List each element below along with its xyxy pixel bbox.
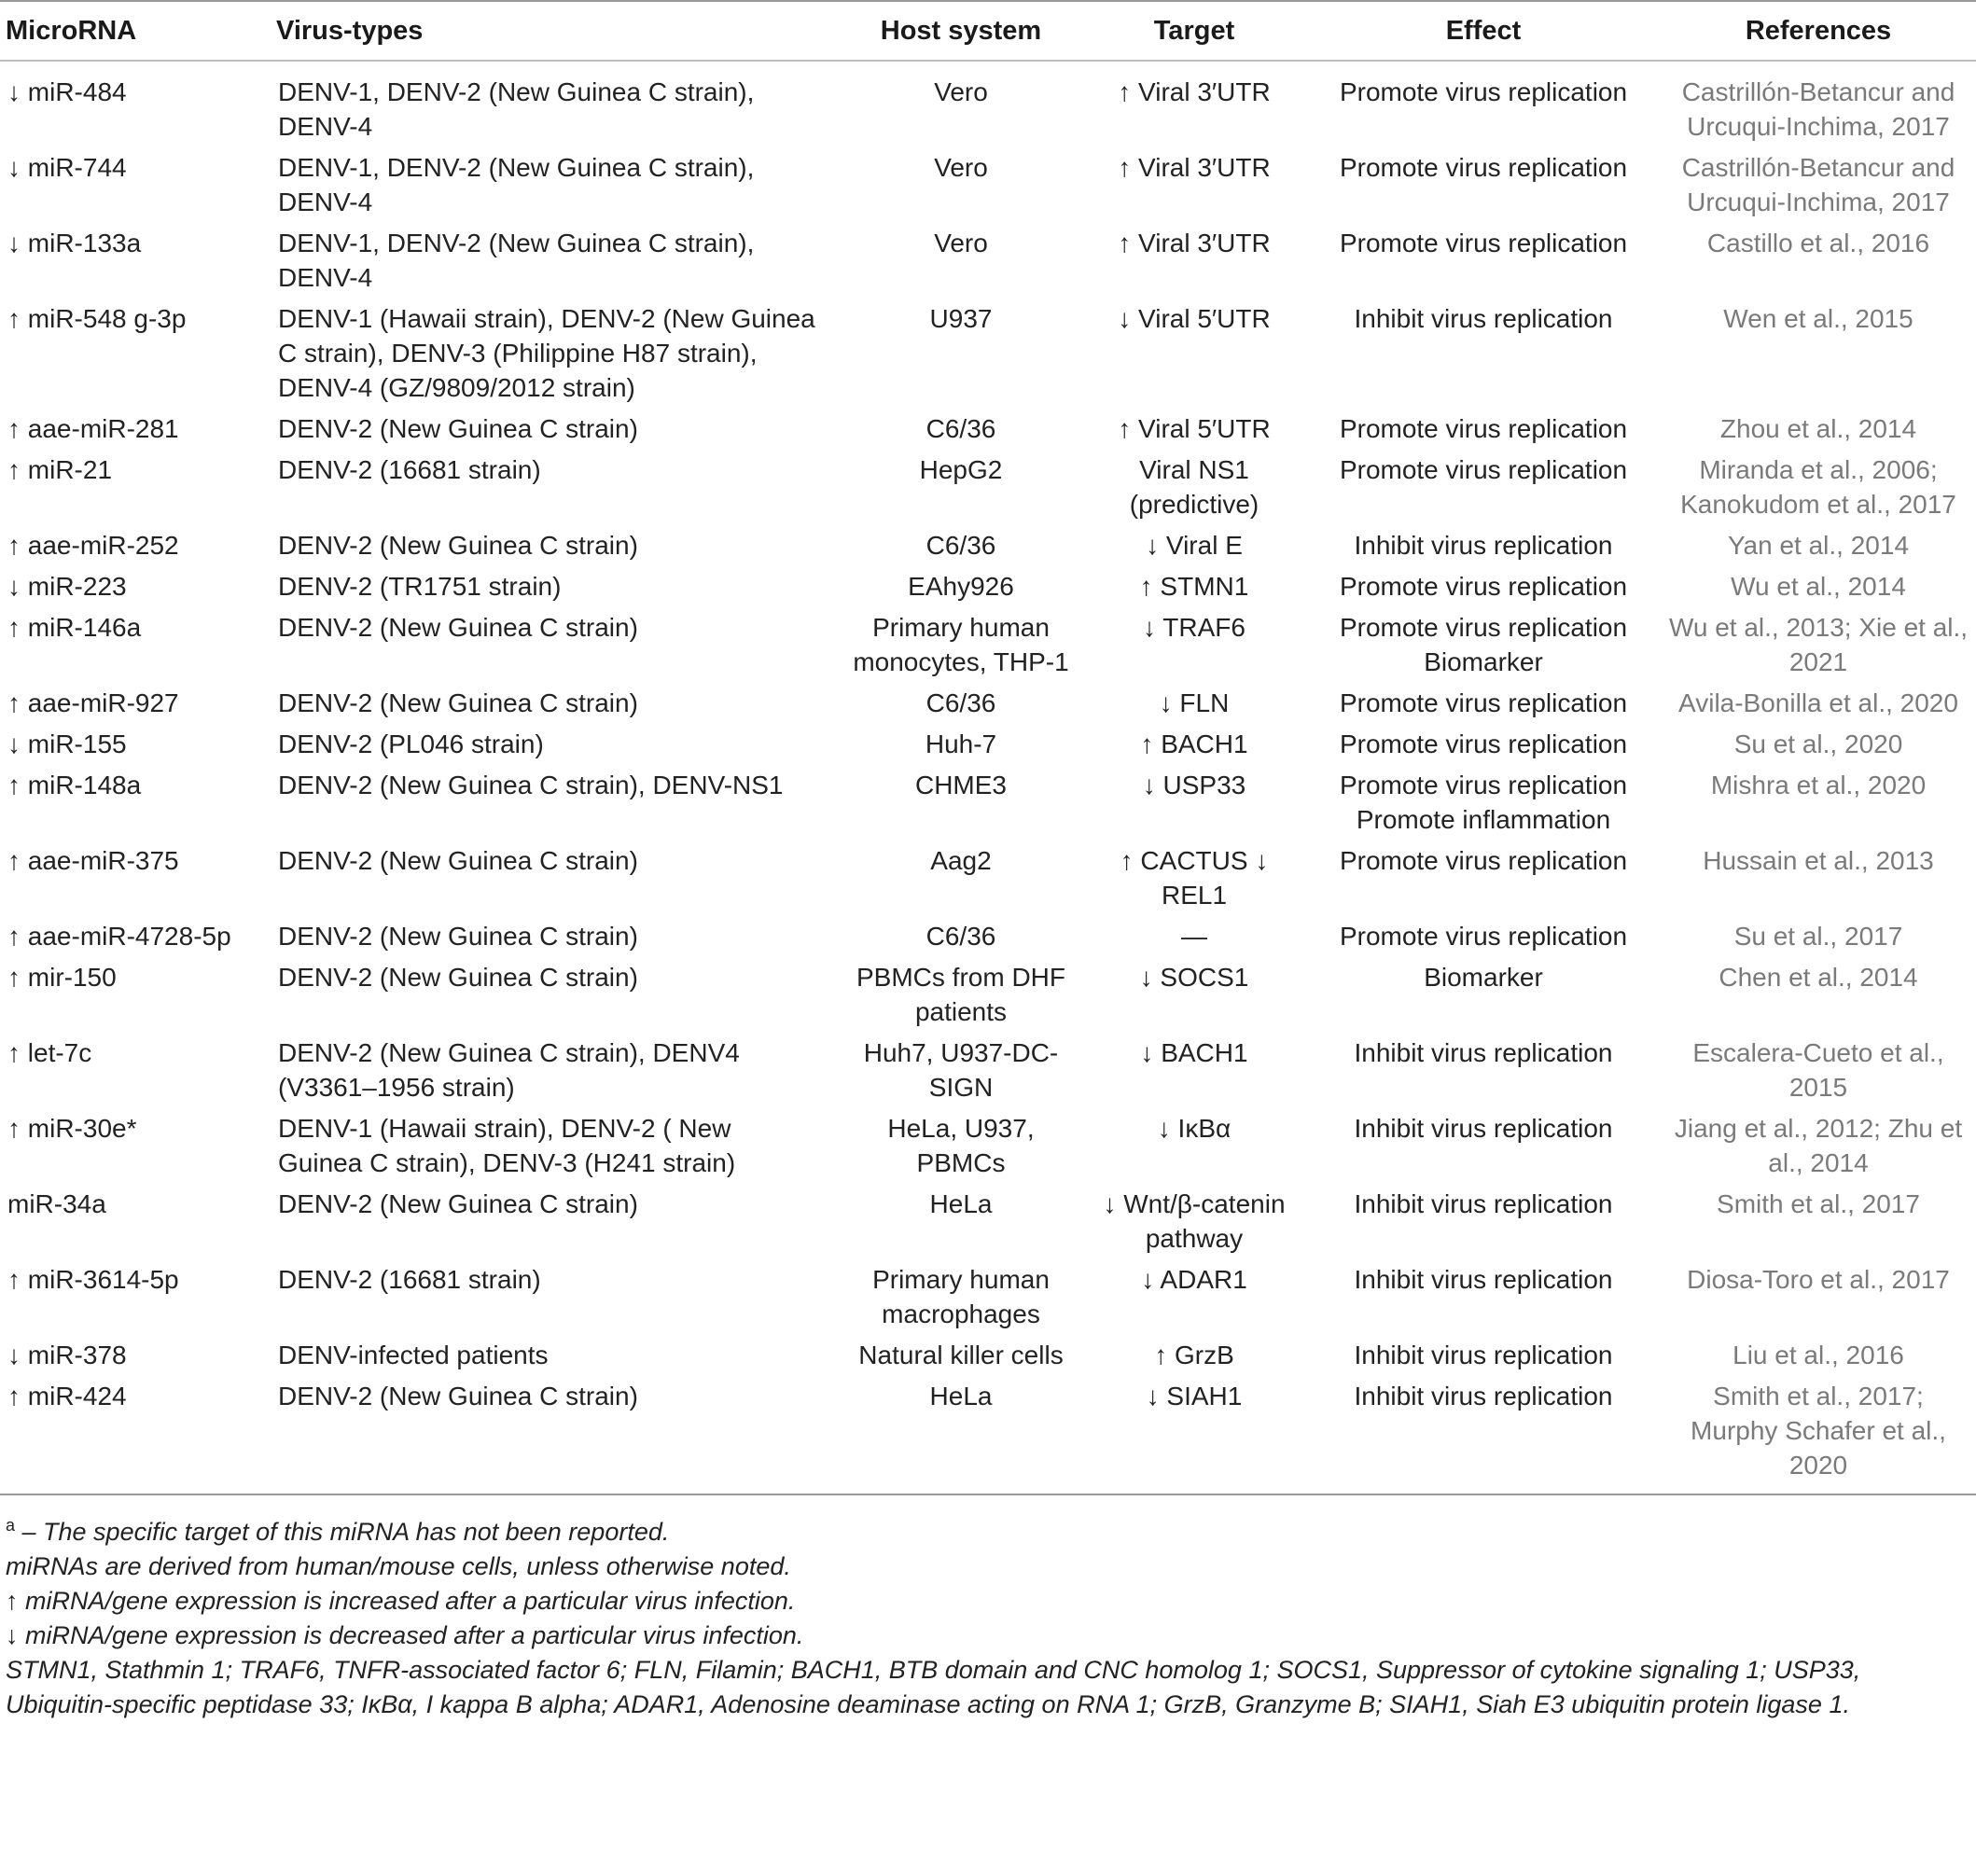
cell-effect: Inhibit virus replication <box>1354 1382 1613 1410</box>
cell-virus-types: DENV-1, DENV-2 (New Guinea C strain), DENV-4 <box>278 229 755 292</box>
cell-reference[interactable]: Castillo et al., 2016 <box>1706 229 1930 257</box>
cell-host-system: Huh7, U937-DC-SIGN <box>863 1038 1059 1102</box>
cell-host-system: HeLa <box>929 1189 993 1218</box>
cell-reference[interactable]: Liu et al., 2016 <box>1732 1341 1904 1369</box>
cell-virus-types: DENV-2 (New Guinea C strain) <box>278 1189 638 1218</box>
table-row <box>0 915 1976 956</box>
cell-microrna: ↓ miR-155 <box>7 730 127 758</box>
cell-target: ↓ IκBα <box>1157 1114 1232 1143</box>
cell-target: ↓ TRAF6 <box>1143 613 1245 642</box>
cell-effect: Promote virus replication <box>1339 688 1628 717</box>
cell-microrna: ↑ aae-miR-252 <box>7 531 179 560</box>
cell-effect: Promote virus replication <box>1339 229 1628 257</box>
table-row <box>0 1258 1976 1334</box>
cell-effect: Inhibit virus replication <box>1354 1038 1613 1067</box>
cell-effect: Promote virus replication <box>1339 730 1628 758</box>
table-row <box>0 606 1976 682</box>
cell-host-system: C6/36 <box>925 922 996 951</box>
cell-virus-types: DENV-2 (New Guinea C strain), DENV-NS1 <box>278 771 784 799</box>
cell-microrna: ↑ miR-424 <box>7 1382 127 1410</box>
cell-target: Viral NS1 (predictive) <box>1129 455 1259 519</box>
header-host-system: Host system <box>880 15 1042 46</box>
table-row <box>0 1107 1976 1183</box>
cell-effect: Promote virus replication <box>1339 414 1628 443</box>
cell-host-system: HepG2 <box>919 455 1003 484</box>
header-row <box>0 1 1976 61</box>
cell-target: ↑ Viral 5′UTR <box>1118 414 1271 443</box>
cell-microrna: ↓ miR-744 <box>7 153 127 182</box>
table-footnotes <box>0 1495 1976 1722</box>
cell-microrna: ↑ aae-miR-281 <box>7 414 179 443</box>
table-row <box>0 524 1976 565</box>
cell-target: ↑ Viral 3′UTR <box>1118 77 1271 106</box>
cell-microrna: ↑ mir-150 <box>7 963 117 992</box>
cell-effect: Promote virus replication <box>1339 572 1628 601</box>
header-target: Target <box>1153 15 1235 46</box>
cell-reference[interactable]: Zhou et al., 2014 <box>1719 414 1917 443</box>
table-row <box>0 565 1976 606</box>
table-row <box>0 840 1976 915</box>
cell-host-system: C6/36 <box>925 688 996 717</box>
cell-microrna: ↓ miR-484 <box>7 77 127 106</box>
cell-target: ↓ Wnt/β-catenin pathway <box>1103 1189 1286 1253</box>
cell-host-system: Natural killer cells <box>858 1341 1064 1369</box>
cell-microrna: ↑ miR-146a <box>7 613 142 642</box>
cell-target: — <box>1181 922 1207 951</box>
cell-host-system: Aag2 <box>930 846 992 875</box>
cell-effect: Inhibit virus replication <box>1354 1189 1613 1218</box>
cell-microrna: ↑ aae-miR-4728-5p <box>7 922 231 951</box>
cell-reference[interactable]: Smith et al., 2017; Murphy Schafer et al., 2020 <box>1691 1382 1946 1480</box>
cell-microrna: ↑ let-7c <box>7 1038 92 1067</box>
footnote-abbrev-line-2: Ubiquitin-specific peptidase 33; IκBα, I kappa B alpha; ADAR1, Adenosine deaminase acting on RNA 1; GrzB, Granzyme B; SIAH1, Siah E3 ubiquitin protein ligase 1. <box>6 1690 1850 1718</box>
cell-virus-types: DENV-2 (16681 strain) <box>278 455 541 484</box>
cell-microrna: ↑ aae-miR-375 <box>7 846 179 875</box>
cell-reference[interactable]: Avila-Bonilla et al., 2020 <box>1678 688 1958 717</box>
cell-virus-types: DENV-2 (New Guinea C strain) <box>278 1382 638 1410</box>
cell-microrna: ↑ miR-3614-5p <box>7 1265 179 1294</box>
cell-reference[interactable]: Hussain et al., 2013 <box>1703 846 1934 875</box>
cell-virus-types: DENV-1, DENV-2 (New Guinea C strain), DENV-4 <box>278 77 755 141</box>
footnote-a-text: – The specific target of this miRNA has not been reported. <box>15 1518 670 1546</box>
cell-host-system: Vero <box>934 153 988 182</box>
cell-virus-types: DENV-2 (New Guinea C strain) <box>278 613 638 642</box>
cell-target: ↓ ADAR1 <box>1141 1265 1247 1294</box>
cell-microrna: ↑ miR-548 g-3p <box>7 304 187 333</box>
cell-virus-types: DENV-2 (16681 strain) <box>278 1265 541 1294</box>
table-row <box>0 1183 1976 1258</box>
table-row <box>0 682 1976 723</box>
table-row <box>0 956 1976 1032</box>
footnote-abbrev-line-1: STMN1, Stathmin 1; TRAF6, TNFR-associated factor 6; FLN, Filamin; BACH1, BTB domain and CNC homolog 1; SOCS1, Suppressor of cytokine signaling 1; USP33, <box>6 1656 1861 1684</box>
cell-target: ↓ BACH1 <box>1140 1038 1248 1067</box>
cell-virus-types: DENV-2 (New Guinea C strain) <box>278 531 638 560</box>
cell-effect: Inhibit virus replication <box>1354 1341 1613 1369</box>
footnote-down: ↓ miRNA/gene expression is decreased after a particular virus infection. <box>6 1621 804 1649</box>
cell-host-system: C6/36 <box>925 531 996 560</box>
cell-virus-types: DENV-2 (PL046 strain) <box>278 730 544 758</box>
cell-virus-types: DENV-2 (New Guinea C strain) <box>278 414 638 443</box>
cell-virus-types: DENV-1 (Hawaii strain), DENV-2 (New Guinea C strain), DENV-3 (Philippine H87 strain), DENV-4 (GZ/9809/2012 strain) <box>278 304 815 402</box>
cell-target: ↑ Viral 3′UTR <box>1118 229 1271 257</box>
cell-reference[interactable]: Su et al., 2017 <box>1733 922 1903 951</box>
cell-microrna: miR-34a <box>7 1189 106 1218</box>
cell-target: ↓ Viral E <box>1146 531 1243 560</box>
cell-host-system: CHME3 <box>914 771 1007 799</box>
cell-microrna: ↓ miR-133a <box>7 229 142 257</box>
cell-target: ↑ BACH1 <box>1140 730 1248 758</box>
cell-target: ↓ Viral 5′UTR <box>1118 304 1271 333</box>
header-microrna: MicroRNA <box>6 15 137 46</box>
cell-microrna: ↓ miR-378 <box>7 1341 127 1369</box>
header-references: References <box>1745 15 1892 46</box>
cell-virus-types: DENV-2 (New Guinea C strain) <box>278 688 638 717</box>
table-row <box>0 222 1976 298</box>
cell-reference[interactable]: Miranda et al., 2006; Kanokudom et al., 2017 <box>1680 455 1956 519</box>
cell-effect: Promote virus replication <box>1339 153 1628 182</box>
table-row <box>0 1032 1976 1107</box>
cell-target: ↑ Viral 3′UTR <box>1118 153 1271 182</box>
table-row <box>0 1334 1976 1375</box>
cell-reference[interactable]: Wu et al., 2013; Xie et al., 2021 <box>1668 613 1969 676</box>
cell-effect: Inhibit virus replication <box>1354 1265 1613 1294</box>
cell-host-system: HeLa <box>929 1382 993 1410</box>
footnote-sup-mark: a <box>6 1516 16 1535</box>
cell-microrna: ↑ miR-21 <box>7 455 113 484</box>
header-virus-types: Virus-types <box>276 15 424 46</box>
cell-reference[interactable]: Castrillón-Betancur and Urcuqui-Inchima, 2017 <box>1681 153 1955 216</box>
cell-virus-types: DENV-1, DENV-2 (New Guinea C strain), DENV-4 <box>278 153 755 216</box>
cell-host-system: HeLa, U937, PBMCs <box>887 1114 1035 1177</box>
cell-reference[interactable]: Diosa-Toro et al., 2017 <box>1687 1265 1950 1294</box>
table-body <box>0 61 1976 1494</box>
cell-reference[interactable]: Wu et al., 2014 <box>1731 572 1906 601</box>
cell-microrna: ↓ miR-223 <box>7 572 127 601</box>
cell-effect: Promote virus replication Promote inflammation <box>1339 771 1628 834</box>
cell-reference[interactable]: Castrillón-Betancur and Urcuqui-Inchima, 2017 <box>1681 77 1955 141</box>
cell-host-system: Primary human macrophages <box>872 1265 1050 1328</box>
cell-effect: Biomarker <box>1424 963 1543 992</box>
cell-virus-types: DENV-2 (New Guinea C strain), DENV4 (V3361–1956 strain) <box>278 1038 740 1102</box>
table-row <box>0 764 1976 840</box>
cell-host-system: Vero <box>934 229 988 257</box>
table-row <box>0 146 1976 222</box>
table-row <box>0 298 1976 408</box>
cell-reference[interactable]: Jiang et al., 2012; Zhu et al., 2014 <box>1674 1114 1963 1177</box>
cell-reference[interactable]: Wen et al., 2015 <box>1723 304 1913 333</box>
cell-reference[interactable]: Mishra et al., 2020 <box>1710 771 1927 799</box>
cell-effect: Inhibit virus replication <box>1354 304 1613 333</box>
cell-host-system: PBMCs from DHF patients <box>856 963 1065 1026</box>
cell-virus-types: DENV-2 (TR1751 strain) <box>278 572 562 601</box>
cell-reference[interactable]: Escalera-Cueto et al., 2015 <box>1692 1038 1944 1102</box>
cell-effect: Promote virus replication <box>1339 846 1628 875</box>
cell-effect: Promote virus replication <box>1339 455 1628 484</box>
cell-host-system: Huh-7 <box>925 730 997 758</box>
cell-microrna: ↑ miR-148a <box>7 771 142 799</box>
cell-virus-types: DENV-1 (Hawaii strain), DENV-2 ( New Guinea C strain), DENV-3 (H241 strain) <box>278 1114 736 1177</box>
footnote-a <box>6 1508 1976 1549</box>
cell-target: ↓ SOCS1 <box>1139 963 1249 992</box>
cell-virus-types: DENV-2 (New Guinea C strain) <box>278 963 638 992</box>
footnote-derived: miRNAs are derived from human/mouse cells, unless otherwise noted. <box>6 1552 791 1580</box>
cell-virus-types: DENV-2 (New Guinea C strain) <box>278 922 638 951</box>
table-header <box>0 1 1976 61</box>
cell-virus-types: DENV-2 (New Guinea C strain) <box>278 846 638 875</box>
header-effect: Effect <box>1445 15 1522 46</box>
table-row <box>0 449 1976 524</box>
cell-target: ↑ GrzB <box>1154 1341 1234 1369</box>
cell-target: ↑ CACTUS ↓ REL1 <box>1120 846 1269 910</box>
cell-reference[interactable]: Smith et al., 2017 <box>1717 1189 1920 1218</box>
table-row <box>0 408 1976 449</box>
cell-host-system: U937 <box>929 304 993 333</box>
table-row <box>0 1375 1976 1494</box>
cell-host-system: EAhy926 <box>908 572 1014 601</box>
cell-host-system: C6/36 <box>925 414 996 443</box>
table-row <box>0 723 1976 764</box>
cell-target: ↓ FLN <box>1159 688 1230 717</box>
cell-microrna: ↑ miR-30e* <box>7 1114 137 1143</box>
cell-effect: Inhibit virus replication <box>1354 531 1613 560</box>
cell-reference[interactable]: Yan et al., 2014 <box>1727 531 1910 560</box>
cell-host-system: Primary human monocytes, THP-1 <box>853 613 1069 676</box>
cell-effect: Inhibit virus replication <box>1354 1114 1613 1143</box>
cell-microrna: ↑ aae-miR-927 <box>7 688 179 717</box>
footnote-up: ↑ miRNA/gene expression is increased after a particular virus infection. <box>6 1587 796 1615</box>
cell-target: ↑ STMN1 <box>1139 572 1249 601</box>
cell-effect: Promote virus replication <box>1339 77 1628 106</box>
cell-target: ↓ USP33 <box>1142 771 1246 799</box>
cell-effect: Promote virus replication Biomarker <box>1339 613 1628 676</box>
cell-reference[interactable]: Chen et al., 2014 <box>1719 963 1918 992</box>
cell-target: ↓ SIAH1 <box>1146 1382 1243 1410</box>
cell-reference[interactable]: Su et al., 2020 <box>1733 730 1903 758</box>
cell-host-system: Vero <box>934 77 988 106</box>
table-row <box>0 61 1976 146</box>
cell-virus-types: DENV-infected patients <box>278 1341 549 1369</box>
cell-effect: Promote virus replication <box>1339 922 1628 951</box>
